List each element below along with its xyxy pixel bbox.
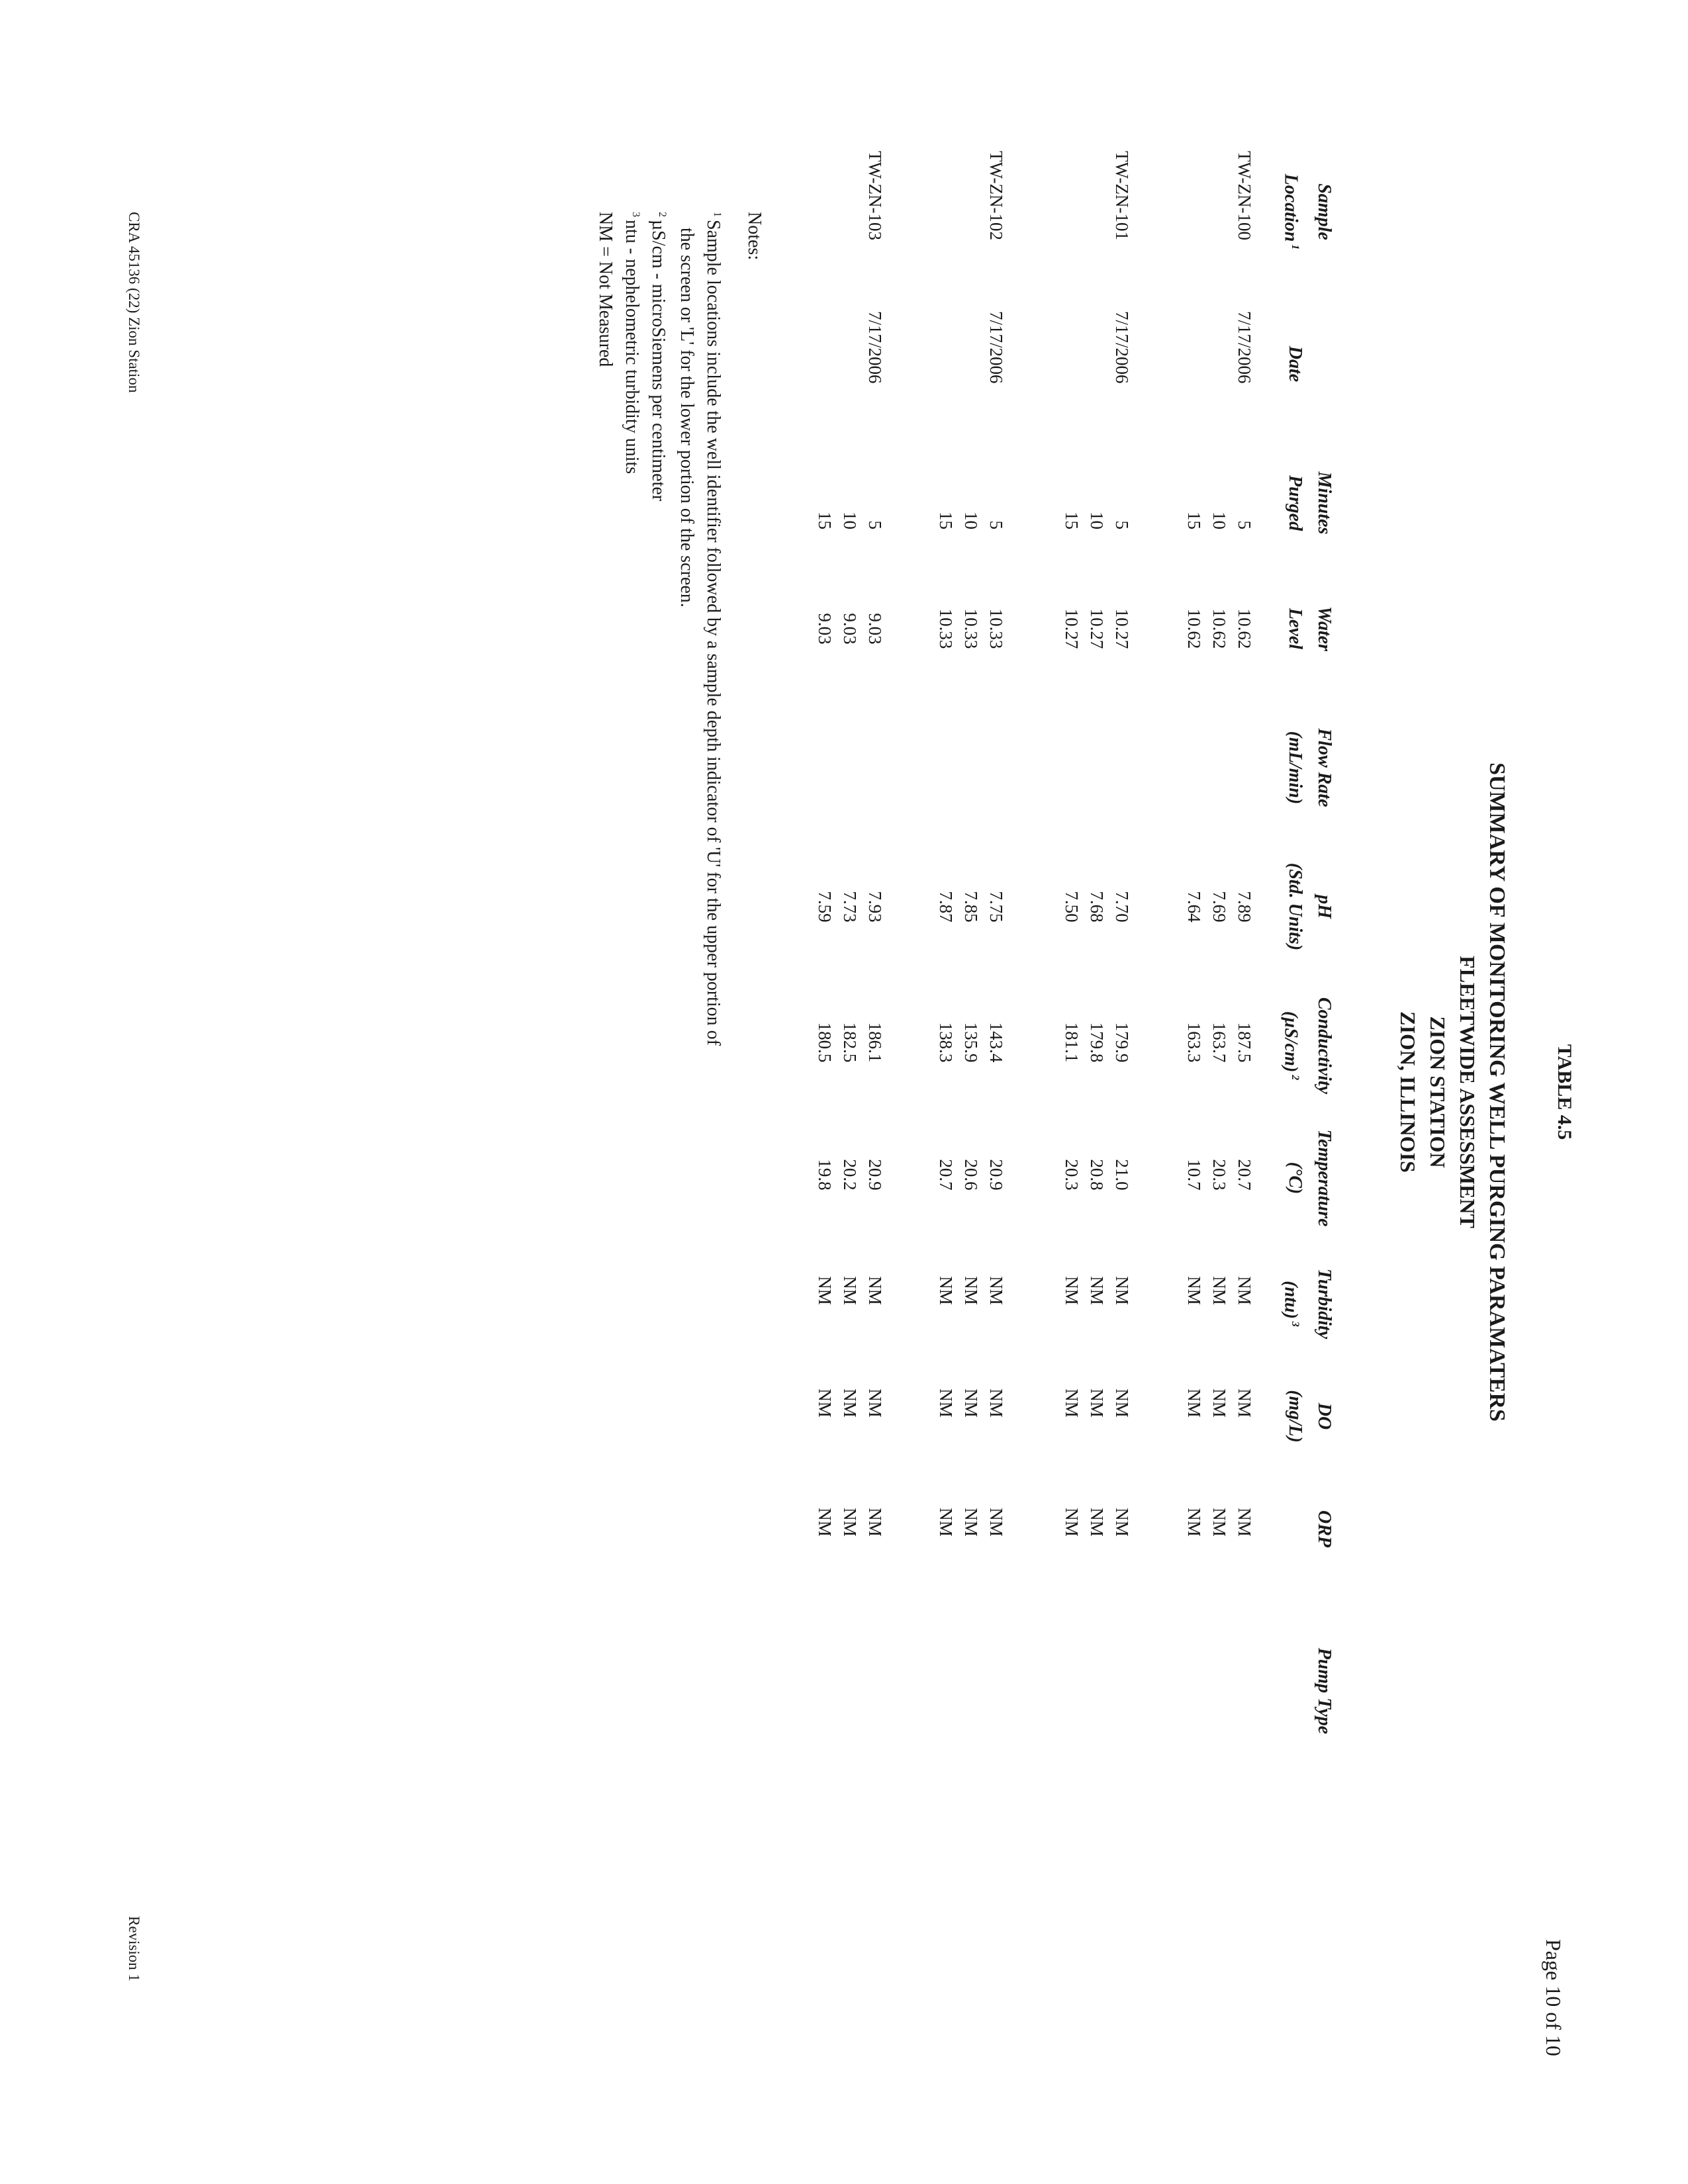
header-ph-line1: pH [1314, 895, 1335, 919]
note-1-cont-text: the screen or 'L' for the lower portion of the screen. [677, 228, 697, 608]
cell-do: NM [1112, 1388, 1132, 1418]
cell-orp: NM [840, 1508, 860, 1537]
report-location: ZION, ILLINOIS [1396, 1011, 1420, 1173]
cell-temperature: 20.7 [936, 1159, 956, 1191]
notes-label: Notes: [744, 212, 765, 261]
header-minutes-line2: Purged [1285, 475, 1305, 531]
cell-orp: NM [986, 1508, 1006, 1537]
cell-temperature: 20.2 [840, 1159, 860, 1191]
header-date-line1 [1309, 291, 1338, 437]
cell-date: 7/17/2006 [1235, 311, 1254, 384]
note-2 [647, 212, 669, 501]
cell-sample-location: TW-ZN-100 [1235, 151, 1254, 240]
report-subtitle: FLEETWIDE ASSESSMENT [1456, 956, 1479, 1228]
cell-temperature: 20.3 [1062, 1159, 1082, 1191]
cell-ph: 7.89 [1235, 891, 1254, 923]
cell-water-level: 10.27 [1087, 608, 1107, 649]
cell-do: NM [1184, 1388, 1204, 1418]
cell-do: NM [986, 1388, 1006, 1418]
header-flow-line1: Flow Rate [1314, 728, 1335, 807]
cell-do: NM [865, 1388, 885, 1418]
header-sample-line1: Sample [1314, 183, 1335, 240]
cell-minutes-purged: 10 [840, 512, 860, 529]
cell-conductivity: 179.8 [1087, 1022, 1107, 1063]
cell-conductivity: 186.1 [865, 1022, 885, 1063]
cell-water-level: 10.27 [1062, 608, 1082, 649]
cell-ph: 7.70 [1112, 891, 1132, 923]
cell-minutes-purged: 10 [961, 512, 981, 529]
footnote-mark-turb: 3 [1289, 1321, 1301, 1327]
header-cond-line2: (µS/cm) [1280, 1011, 1301, 1073]
header-flow-line2: (mL/min) [1285, 731, 1305, 805]
cell-temperature: 19.8 [815, 1159, 835, 1191]
cell-water-level: 9.03 [815, 613, 835, 645]
cell-temperature: 20.9 [865, 1159, 885, 1191]
cell-water-level: 10.62 [1184, 608, 1204, 649]
cell-conductivity: 163.7 [1209, 1022, 1229, 1063]
cell-do: NM [936, 1388, 956, 1418]
cell-conductivity: 135.9 [961, 1022, 981, 1063]
cell-orp: NM [1209, 1508, 1229, 1537]
cell-minutes-purged: 5 [1235, 520, 1254, 529]
cell-water-level: 10.33 [986, 608, 1006, 649]
header-ph-line2: (Std. Units) [1285, 862, 1305, 951]
header-orp-line2 [1280, 1456, 1309, 1602]
note-1-cont [676, 228, 697, 608]
header-sample [1276, 139, 1338, 285]
document-reference: CRA 45136 (22) Zion Station [126, 212, 142, 393]
note-4 [594, 212, 616, 367]
header-flow-rate [1280, 695, 1338, 841]
cell-turbidity: NM [1184, 1276, 1204, 1305]
header-minutes-line1: Minutes [1314, 471, 1335, 535]
header-temp-line2: (°C) [1285, 1161, 1305, 1195]
header-water-line1: Water [1314, 606, 1335, 651]
cell-conductivity: 143.4 [986, 1022, 1006, 1063]
note-3-mark: 3 [630, 212, 642, 217]
cell-do: NM [961, 1388, 981, 1418]
cell-minutes-purged: 5 [986, 520, 1006, 529]
cell-turbidity: NM [1209, 1276, 1229, 1305]
header-orp [1280, 1456, 1338, 1602]
cell-sample-location: TW-ZN-103 [865, 151, 885, 240]
footnote-mark-cond: 2 [1289, 1075, 1301, 1081]
header-conductivity [1276, 973, 1338, 1118]
cell-turbidity: NM [1062, 1276, 1082, 1305]
cell-minutes-purged: 10 [1209, 512, 1229, 529]
cell-ph: 7.69 [1209, 891, 1229, 923]
cell-orp: NM [815, 1508, 835, 1537]
note-3-text: ntu - nephelometric turbidity units [622, 220, 642, 475]
header-sample-line2: Location [1280, 173, 1301, 242]
cell-conductivity: 138.3 [936, 1022, 956, 1063]
cell-orp: NM [1062, 1508, 1082, 1537]
report-station: ZION STATION [1426, 1016, 1450, 1168]
header-temp-line1: Temperature [1314, 1129, 1335, 1227]
cell-turbidity: NM [865, 1276, 885, 1305]
note-2-text: µS/cm - microSiemens per centimeter [648, 220, 669, 502]
cell-orp: NM [1112, 1508, 1132, 1537]
header-do-line1: DO [1314, 1402, 1335, 1430]
cell-minutes-purged: 15 [936, 512, 956, 529]
cell-do: NM [815, 1388, 835, 1418]
page-number: Page 10 of 10 [1542, 1939, 1566, 2056]
cell-conductivity: 182.5 [840, 1022, 860, 1063]
header-orp-line1: ORP [1314, 1510, 1335, 1547]
cell-temperature: 20.9 [986, 1159, 1006, 1191]
cell-conductivity: 187.5 [1235, 1022, 1254, 1063]
cell-do: NM [1087, 1388, 1107, 1418]
cell-ph: 7.75 [986, 891, 1006, 923]
cell-water-level: 10.33 [936, 608, 956, 649]
cell-ph: 7.68 [1087, 891, 1107, 923]
cell-turbidity: NM [936, 1276, 956, 1305]
header-minutes [1280, 430, 1338, 576]
header-ph [1280, 834, 1338, 979]
cell-do: NM [1235, 1388, 1254, 1418]
cell-do: NM [1209, 1388, 1229, 1418]
cell-sample-location: TW-ZN-102 [986, 151, 1006, 240]
cell-turbidity: NM [840, 1276, 860, 1305]
cell-turbidity: NM [1087, 1276, 1107, 1305]
cell-orp: NM [1235, 1508, 1254, 1537]
cell-minutes-purged: 5 [865, 520, 885, 529]
cell-minutes-purged: 15 [815, 512, 835, 529]
cell-ph: 7.50 [1062, 891, 1082, 923]
cell-temperature: 20.6 [961, 1159, 981, 1191]
note-1-mark: 1 [712, 212, 724, 217]
note-1 [702, 212, 724, 1046]
cell-date: 7/17/2006 [1112, 311, 1132, 384]
header-date-line2: Date [1285, 345, 1305, 383]
cell-minutes-purged: 10 [1087, 512, 1107, 529]
header-turb-line1: Turbidity [1314, 1268, 1335, 1340]
table-label: TABLE 4.5 [1554, 1044, 1575, 1140]
header-do-line2: (mg/L) [1285, 1390, 1305, 1443]
cell-minutes-purged: 15 [1062, 512, 1082, 529]
header-pump-line2 [1280, 1618, 1309, 1764]
cell-water-level: 10.62 [1235, 608, 1254, 649]
cell-conductivity: 180.5 [815, 1022, 835, 1063]
cell-turbidity: NM [1112, 1276, 1132, 1305]
cell-conductivity: 179.9 [1112, 1022, 1132, 1063]
cell-conductivity: 163.3 [1184, 1022, 1204, 1063]
cell-ph: 7.87 [936, 891, 956, 923]
cell-orp: NM [961, 1508, 981, 1537]
cell-temperature: 20.8 [1087, 1159, 1107, 1191]
cell-turbidity: NM [961, 1276, 981, 1305]
cell-temperature: 20.7 [1235, 1159, 1254, 1191]
cell-ph: 7.93 [865, 891, 885, 923]
header-cond-line1: Conductivity [1314, 997, 1335, 1095]
header-date [1280, 291, 1338, 437]
cell-conductivity: 181.1 [1062, 1022, 1082, 1063]
cell-temperature: 21.0 [1112, 1159, 1132, 1191]
footnote-mark-sample: 1 [1289, 244, 1301, 250]
header-pump-type [1280, 1618, 1338, 1764]
note-2-mark: 2 [657, 212, 669, 217]
note-3 [621, 212, 642, 474]
header-temperature [1280, 1105, 1338, 1251]
cell-do: NM [1062, 1388, 1082, 1418]
cell-ph: 7.59 [815, 891, 835, 923]
cell-ph: 7.73 [840, 891, 860, 923]
cell-date: 7/17/2006 [986, 311, 1006, 384]
header-water-level [1280, 556, 1338, 702]
cell-temperature: 10.7 [1184, 1159, 1204, 1191]
report-title: SUMMARY OF MONITORING WELL PURGING PARAMATERS [1485, 762, 1509, 1422]
cell-temperature: 20.3 [1209, 1159, 1229, 1191]
cell-date: 7/17/2006 [865, 311, 885, 384]
cell-water-level: 10.62 [1209, 608, 1229, 649]
cell-water-level: 9.03 [865, 613, 885, 645]
cell-orp: NM [936, 1508, 956, 1537]
cell-ph: 7.85 [961, 891, 981, 923]
header-pump-line1: Pump Type [1314, 1647, 1335, 1735]
cell-minutes-purged: 15 [1184, 512, 1204, 529]
cell-orp: NM [1087, 1508, 1107, 1537]
cell-orp: NM [865, 1508, 885, 1537]
cell-water-level: 9.03 [840, 613, 860, 645]
note-1-text: Sample locations include the well identifier followed by a sample depth indicator of 'U' for the upper portion of [703, 220, 724, 1046]
cell-water-level: 10.33 [961, 608, 981, 649]
cell-minutes-purged: 5 [1112, 520, 1132, 529]
cell-ph: 7.64 [1184, 891, 1204, 923]
header-turb-line2: (ntu) [1280, 1281, 1301, 1319]
header-water-line2: Level [1285, 608, 1305, 650]
cell-orp: NM [1184, 1508, 1204, 1537]
cell-turbidity: NM [815, 1276, 835, 1305]
cell-turbidity: NM [986, 1276, 1006, 1305]
cell-turbidity: NM [1235, 1276, 1254, 1305]
cell-sample-location: TW-ZN-101 [1112, 151, 1132, 240]
cell-water-level: 10.27 [1112, 608, 1132, 649]
revision-label: Revision 1 [126, 1916, 142, 1982]
note-4-text: NM = Not Measured [595, 212, 616, 367]
cell-do: NM [840, 1388, 860, 1418]
